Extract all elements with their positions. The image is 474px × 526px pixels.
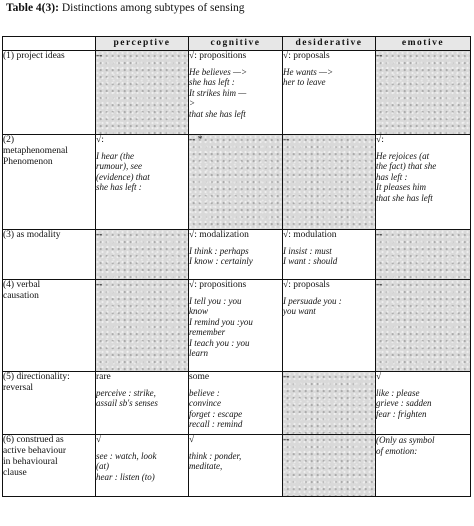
row-header-label: (4) verbal <box>3 280 41 290</box>
example-line: you want <box>283 306 316 316</box>
cell-status: -- <box>376 280 383 290</box>
cell-status: -- <box>376 51 383 61</box>
example-line: I tell you : you <box>189 295 242 306</box>
example-line: hear : listen (to) <box>96 471 155 482</box>
row-header <box>3 372 96 435</box>
cell-desiderative <box>283 51 376 135</box>
row-header-label: causation <box>3 291 39 301</box>
cell-examples <box>283 246 375 267</box>
example-line: that she has left <box>376 192 433 203</box>
table-body <box>3 51 471 497</box>
cell-perceptive <box>96 230 189 280</box>
example-line: I hear (the <box>96 150 134 161</box>
row-header-label: (1) project ideas <box>3 51 65 61</box>
cell-status: some <box>189 372 210 382</box>
example-line: I insist : must <box>283 245 332 256</box>
cell-examples <box>376 151 470 204</box>
column-header-desiderative: desiderative <box>283 37 376 51</box>
cell-status: √: modalization <box>189 230 249 240</box>
example-line: It strikes him — <box>189 87 247 98</box>
example-line: (evidence) that <box>96 171 150 182</box>
cell-perceptive <box>96 135 189 230</box>
cell-status: √: <box>96 135 104 145</box>
cell-status: √: propositions <box>189 280 247 290</box>
cell-examples <box>189 388 282 430</box>
example-line: convince <box>189 398 221 408</box>
example-line: she has left : <box>189 77 235 87</box>
cell-status: rare <box>96 372 111 382</box>
example-line: fear : frighten <box>376 408 427 419</box>
row-header <box>3 135 96 230</box>
cell-status: -- <box>96 230 103 240</box>
cell-status: √ <box>96 435 102 445</box>
example-line: I think : perhaps <box>189 245 249 256</box>
column-header-perceptive: perceptive <box>96 37 189 51</box>
example-line: learn <box>189 348 208 358</box>
example-line: It pleases him <box>376 182 426 192</box>
cell-examples <box>376 388 470 420</box>
example-line: (Only as symbol <box>376 435 435 445</box>
cell-cognitive <box>189 135 283 230</box>
table-row <box>3 230 471 280</box>
table-row <box>3 280 471 372</box>
cell-status: -- <box>96 51 103 61</box>
example-line: assail sb's senses <box>96 398 158 408</box>
example-line: has left : <box>376 171 408 182</box>
row-header-label: (2) <box>3 135 15 145</box>
cell-examples <box>96 151 188 193</box>
cell-status: -- <box>376 230 383 240</box>
example-line: see : watch, look <box>96 450 157 461</box>
table-caption-text: Distinctions among subtypes of sensing <box>58 2 245 14</box>
cell-examples <box>283 296 375 317</box>
example-line: recall : remind <box>189 419 243 429</box>
row-header-label: in behavioural <box>3 457 58 467</box>
example-line: rumour), see <box>96 161 142 171</box>
cell-cognitive <box>189 230 283 280</box>
cell-status: √ <box>376 372 382 382</box>
cell-perceptive <box>96 280 189 372</box>
cell-status: -- <box>283 135 290 145</box>
cell-status: √: proposals <box>283 280 330 290</box>
cell-emotive <box>376 135 471 230</box>
cell-desiderative <box>283 280 376 372</box>
example-line: meditate, <box>189 461 223 471</box>
cell-emotive <box>376 230 471 280</box>
row-header <box>3 51 96 135</box>
row-header-label: Phenomenon <box>3 157 53 167</box>
cell-examples <box>189 296 282 359</box>
column-header-cognitive: cognitive <box>189 37 283 51</box>
cell-status: √: proposals <box>283 51 330 61</box>
cell-desiderative <box>283 230 376 280</box>
cell-status: -- <box>96 280 103 290</box>
cell-examples <box>96 451 188 483</box>
table-caption <box>6 2 245 14</box>
cell-emotive <box>376 280 471 372</box>
row-header-label: (3) as modality <box>3 230 61 240</box>
example-line: that she has left <box>189 108 246 119</box>
row-header <box>3 280 96 372</box>
cell-status: √: propositions <box>189 51 247 61</box>
cell-perceptive <box>96 51 189 135</box>
example-line: He believes —> <box>189 66 248 77</box>
example-line: > <box>189 98 196 108</box>
corner-cell <box>3 37 96 51</box>
example-line: remember <box>189 327 226 337</box>
cell-examples <box>189 67 282 120</box>
column-header-emotive: emotive <box>376 37 471 51</box>
cell-status: √: <box>376 135 384 145</box>
row-header <box>3 230 96 280</box>
example-line: her to leave <box>283 77 326 87</box>
row-header-label: clause <box>3 468 27 478</box>
example-line: I teach you : you <box>189 337 250 348</box>
cell-cognitive <box>189 51 283 135</box>
cell-desiderative <box>283 435 376 497</box>
cell-desiderative <box>283 135 376 230</box>
row-header <box>3 435 96 497</box>
example-line: I want : should <box>283 256 338 266</box>
cell-cognitive <box>189 280 283 372</box>
cell-status: √ <box>189 435 195 445</box>
example-line: He wants —> <box>283 66 334 77</box>
cell-perceptive <box>96 372 189 435</box>
row-header-label: reversal <box>3 383 34 393</box>
example-line: forget : escape <box>189 408 243 419</box>
table-row <box>3 135 471 230</box>
cell-status: -- <box>283 372 290 382</box>
example-line: He rejoices (at <box>376 150 430 161</box>
cell-examples <box>189 246 282 267</box>
example-line: she has left : <box>96 182 142 192</box>
cell-cognitive <box>189 372 283 435</box>
example-line: think : ponder, <box>189 450 242 461</box>
example-line: I persuade you : <box>283 295 342 306</box>
example-line: (at) <box>96 461 109 471</box>
example-line: I know : certainly <box>189 256 253 266</box>
table-row <box>3 51 471 135</box>
cell-status: -- <box>283 435 290 445</box>
table-caption-label: Table 4(3): <box>6 2 59 14</box>
row-header-label: metaphenomenal <box>3 146 68 156</box>
cell-examples <box>283 67 375 88</box>
example-line: grieve : sadden <box>376 398 432 408</box>
cell-examples <box>189 451 282 472</box>
cell-perceptive <box>96 435 189 497</box>
cell-cognitive <box>189 435 283 497</box>
example-line: know <box>189 306 208 316</box>
cell-examples <box>96 388 188 409</box>
cell-emotive <box>376 435 471 497</box>
row-header-label: (6) construed as <box>3 435 64 445</box>
cell-status: -- * <box>189 135 203 145</box>
example-line: perceive : strike, <box>96 387 156 398</box>
cell-desiderative <box>283 372 376 435</box>
row-header-label: active behaviour <box>3 446 67 456</box>
cell-status: √: modulation <box>283 230 337 240</box>
row-header-label: (5) directionality: <box>3 372 70 382</box>
cell-emotive <box>376 51 471 135</box>
table-row <box>3 372 471 435</box>
example-line: the fact) that she <box>376 161 437 171</box>
cell-emotive <box>376 372 471 435</box>
example-line: I remind you :you <box>189 316 253 327</box>
example-line: like : please <box>376 387 420 398</box>
table-row <box>3 435 471 497</box>
example-line: of emotion: <box>376 445 418 456</box>
cell-examples <box>376 435 470 456</box>
subtypes-table <box>2 36 471 497</box>
example-line: believe : <box>189 387 220 398</box>
